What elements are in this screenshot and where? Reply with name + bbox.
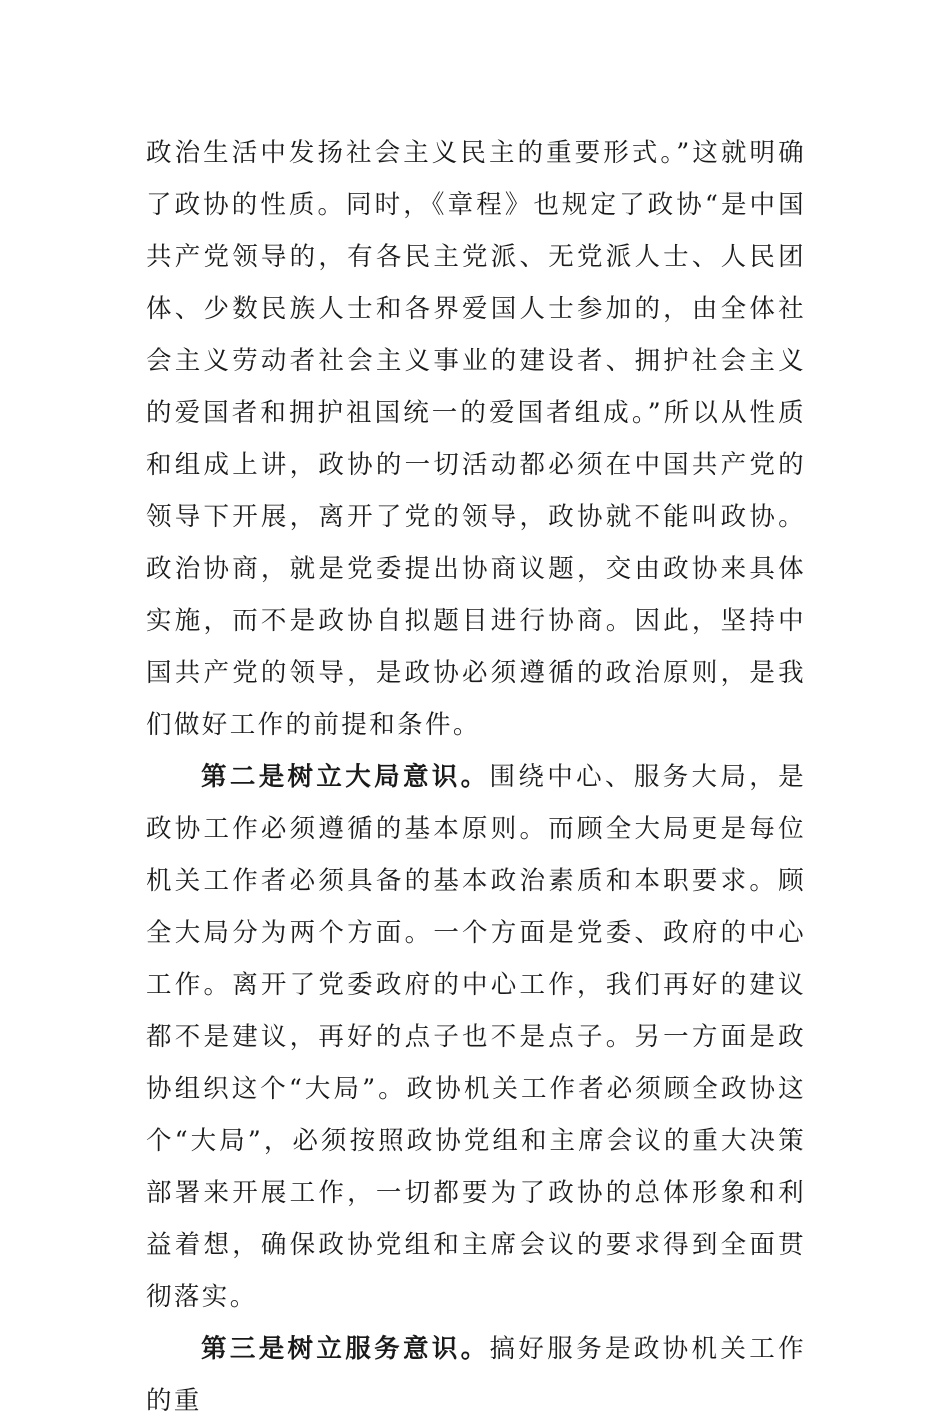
paragraph-3 xyxy=(146,1323,806,1427)
paragraph-3-lead: 第三是树立服务意识。 xyxy=(201,1334,490,1364)
document-body xyxy=(146,127,806,1427)
paragraph-2-lead: 第二是树立大局意识。 xyxy=(201,762,490,792)
paragraph-2-text: 围绕中心、服务大局，是政协工作必须遵循的基本原则。而顾全大局更是每位机关工作者必须具备的基本政治素质和本职要求。顾全大局分为两个方面。一个方面是党委、政府的中心工作。离开了党委政府的中心工作，我们再好的建议都不是建议，再好的点子也不是点子。另一方面是政协组织这个“大局”。政协机关工作者必须顾全政协这个“大局”，必须按照政协党组和主席会议的重大决策部署来开展工作，一切都要为了政协的总体形象和利益着想，确保政协党组和主席会议的要求得到全面贯彻落实。 xyxy=(146,762,806,1312)
paragraph-3-text: 搞好服务是政协机关工作的重 xyxy=(146,1334,806,1416)
paragraph-1-text: 政治生活中发扬社会主义民主的重要形式。”这就明确了政协的性质。同时，《章程》也规定了政协“是中国共产党领导的，有各民主党派、无党派人士、人民团体、少数民族人士和各界爱国人士参加的，由全体社会主义劳动者社会主义事业的建设者、拥护社会主义的爱国者和拥护祖国统一的爱国者组成。”所以从性质和组成上讲，政协的一切活动都必须在中国共产党的领导下开展，离开了党的领导，政协就不能叫政协。政治协商，就是党委提出协商议题，交由政协来具体实施，而不是政协自拟题目进行协商。因此，坚持中国共产党的领导，是政协必须遵循的政治原则，是我们做好工作的前提和条件。 xyxy=(146,138,806,740)
paragraph-2 xyxy=(146,751,806,1323)
paragraph-1 xyxy=(146,127,806,751)
